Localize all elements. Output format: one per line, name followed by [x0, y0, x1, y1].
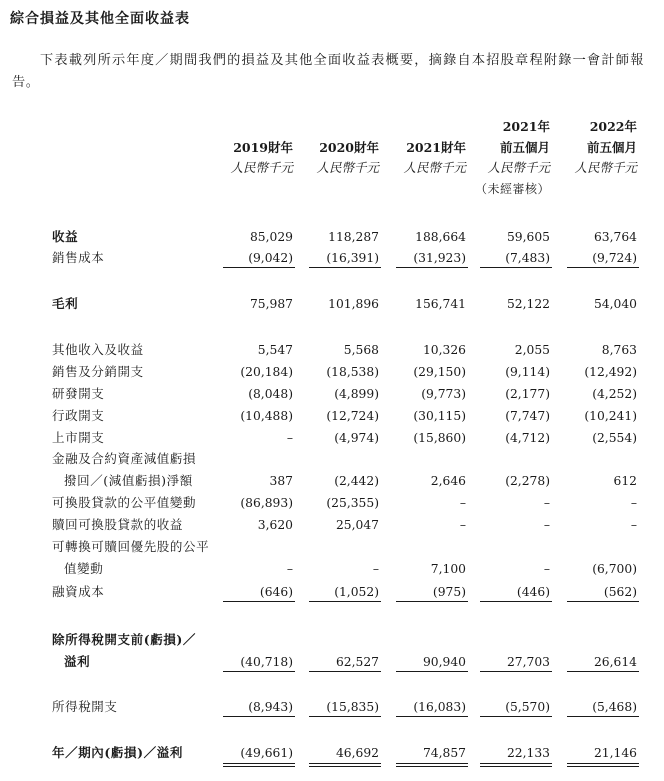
- row-label: 可換股貸款的公平值變動: [52, 495, 197, 510]
- row-label: 研發開支: [52, 386, 105, 401]
- column-header-unit: 人民幣千元: [403, 160, 466, 175]
- column-header: [527, 117, 637, 199]
- row-value: (1,052): [334, 585, 379, 599]
- subtotal-underline: [567, 716, 639, 717]
- subtotal-underline: [223, 601, 295, 602]
- row-value: –: [372, 562, 379, 576]
- row-label: 毛利: [52, 296, 79, 311]
- row-value: 90,940: [422, 655, 466, 669]
- row-value: 5,547: [257, 343, 293, 357]
- subtotal-underline: [223, 671, 295, 672]
- row-value: 2,055: [514, 343, 550, 357]
- row-value: 52,122: [506, 297, 550, 311]
- double-underline: [309, 766, 381, 767]
- row-value: (7,483): [505, 251, 550, 265]
- row-value: 27,703: [506, 655, 550, 669]
- row-value: (5,468): [592, 700, 637, 714]
- row-value: 101,896: [328, 297, 379, 311]
- subtotal-underline: [480, 671, 552, 672]
- row-value: 62,527: [335, 655, 379, 669]
- row-value: (30,115): [413, 409, 466, 423]
- column-header-unit: 人民幣千元: [574, 160, 637, 175]
- row-value: (2,554): [592, 431, 637, 445]
- row-label: 上市開支: [52, 430, 105, 445]
- subtotal-underline: [396, 671, 468, 672]
- row-value: (975): [432, 585, 466, 599]
- row-value: 59,605: [506, 230, 550, 244]
- row-value: –: [459, 496, 466, 510]
- statement-title: 綜合損益及其他全面收益表: [10, 11, 190, 27]
- column-header-line2: 2020財年: [319, 139, 379, 155]
- subtotal-underline: [480, 716, 552, 717]
- row-value: (2,177): [505, 387, 550, 401]
- row-value: (4,974): [334, 431, 379, 445]
- row-value: (16,083): [413, 700, 466, 714]
- row-value: (10,241): [584, 409, 637, 423]
- column-header-line2: 2021財年: [406, 139, 466, 155]
- row-label: 銷售成本: [52, 250, 105, 265]
- row-label: 融資成本: [52, 584, 105, 599]
- row-value: (9,114): [505, 365, 550, 379]
- row-value: (10,488): [240, 409, 293, 423]
- double-underline: [223, 766, 295, 767]
- subtotal-underline: [567, 601, 639, 602]
- subtotal-underline: [480, 267, 552, 268]
- row-value: –: [630, 518, 637, 532]
- row-value: 10,326: [422, 343, 466, 357]
- subtotal-underline: [396, 601, 468, 602]
- row-value: 387: [269, 474, 293, 488]
- row-value: (2,278): [505, 474, 550, 488]
- row-value: 118,287: [328, 230, 379, 244]
- row-value: (446): [516, 585, 550, 599]
- subtotal-underline: [309, 716, 381, 717]
- row-value: 188,664: [415, 230, 466, 244]
- row-label: 值變動: [64, 561, 104, 576]
- row-value: (15,860): [413, 431, 466, 445]
- row-value: 75,987: [249, 297, 293, 311]
- row-value: –: [630, 496, 637, 510]
- subtotal-underline: [223, 716, 295, 717]
- row-label: 年／期內(虧損)／溢利: [52, 745, 183, 760]
- row-label: 可轉換可贖回優先股的公平: [52, 539, 210, 554]
- double-underline: [567, 763, 639, 764]
- double-underline: [480, 766, 552, 767]
- row-value: 25,047: [335, 518, 379, 532]
- subtotal-underline: [223, 267, 295, 268]
- row-label: 贖回可換股貸款的收益: [52, 517, 184, 532]
- row-label: 除所得稅開支前(虧損)／: [52, 632, 197, 647]
- subtotal-underline: [567, 671, 639, 672]
- row-value: 5,568: [343, 343, 379, 357]
- row-value: (16,391): [326, 251, 379, 265]
- row-value: 46,692: [335, 746, 379, 760]
- row-value: (4,712): [505, 431, 550, 445]
- double-underline: [223, 763, 295, 764]
- double-underline: [396, 763, 468, 764]
- row-value: (49,661): [240, 746, 293, 760]
- subtotal-underline: [309, 267, 381, 268]
- row-value: 54,040: [593, 297, 637, 311]
- row-label: 銷售及分銷開支: [52, 364, 144, 379]
- row-label: 溢利: [64, 654, 91, 669]
- row-value: 7,100: [430, 562, 466, 576]
- row-value: 156,741: [415, 297, 466, 311]
- row-value: (5,570): [505, 700, 550, 714]
- subtotal-underline: [309, 601, 381, 602]
- column-header-line2: 2019財年: [233, 139, 293, 155]
- row-value: (40,718): [240, 655, 293, 669]
- column-header-line2: 前五個月: [586, 139, 637, 155]
- subtotal-underline: [309, 671, 381, 672]
- column-header-unit: 人民幣千元: [316, 160, 379, 175]
- row-value: (6,700): [592, 562, 637, 576]
- row-value: (15,835): [326, 700, 379, 714]
- subtotal-underline: [480, 601, 552, 602]
- double-underline: [309, 763, 381, 764]
- intro-paragraph: 下表載列所示年度／期間我們的損益及其他全面收益表概要，摘錄自本招股章程附錄一會計師報告。: [12, 53, 644, 90]
- row-value: 2,646: [430, 474, 466, 488]
- column-header-note: （未經審核）: [474, 181, 550, 196]
- double-underline: [567, 766, 639, 767]
- row-value: 612: [613, 474, 637, 488]
- row-value: (12,724): [326, 409, 379, 423]
- row-value: –: [543, 518, 550, 532]
- row-value: (4,899): [334, 387, 379, 401]
- row-label: 收益: [52, 229, 79, 244]
- row-value: (18,538): [326, 365, 379, 379]
- row-value: 26,614: [593, 655, 637, 669]
- row-value: (4,252): [592, 387, 637, 401]
- row-label: 所得稅開支: [52, 699, 118, 714]
- row-label: 金融及合約資產減值虧損: [52, 451, 197, 466]
- row-value: (7,747): [505, 409, 550, 423]
- row-value: 63,764: [593, 230, 637, 244]
- row-label: 撥回／(減值虧損)淨額: [64, 473, 193, 488]
- column-header-unit: 人民幣千元: [487, 160, 550, 175]
- row-value: –: [286, 562, 293, 576]
- row-value: (29,150): [413, 365, 466, 379]
- row-value: (562): [603, 585, 637, 599]
- row-value: (8,048): [248, 387, 293, 401]
- row-value: 3,620: [257, 518, 293, 532]
- row-value: (31,923): [413, 251, 466, 265]
- row-label: 行政開支: [52, 408, 105, 423]
- row-value: (9,773): [421, 387, 466, 401]
- row-value: (8,943): [248, 700, 293, 714]
- column-header-note: [527, 179, 637, 200]
- column-header-unit: 人民幣千元: [230, 160, 293, 175]
- column-header-line1: 2022年: [589, 119, 637, 134]
- row-value: 85,029: [249, 230, 293, 244]
- row-value: 8,763: [601, 343, 637, 357]
- row-value: (25,355): [326, 496, 379, 510]
- row-value: 22,133: [506, 746, 550, 760]
- double-underline: [480, 763, 552, 764]
- row-value: (12,492): [584, 365, 637, 379]
- row-value: 74,857: [422, 746, 466, 760]
- subtotal-underline: [396, 267, 468, 268]
- row-value: (86,893): [240, 496, 293, 510]
- subtotal-underline: [567, 267, 639, 268]
- column-header-line2: 前五個月: [499, 139, 550, 155]
- row-value: –: [543, 496, 550, 510]
- row-label: 其他收入及收益: [52, 342, 144, 357]
- column-header-line1: 2021年: [502, 119, 550, 134]
- row-value: (9,042): [248, 251, 293, 265]
- subtotal-underline: [396, 716, 468, 717]
- row-value: 21,146: [593, 746, 637, 760]
- double-underline: [396, 766, 468, 767]
- row-value: (9,724): [592, 251, 637, 265]
- row-value: (2,442): [334, 474, 379, 488]
- row-value: (646): [259, 585, 293, 599]
- row-value: –: [459, 518, 466, 532]
- row-value: –: [286, 431, 293, 445]
- row-value: –: [543, 562, 550, 576]
- row-value: (20,184): [240, 365, 293, 379]
